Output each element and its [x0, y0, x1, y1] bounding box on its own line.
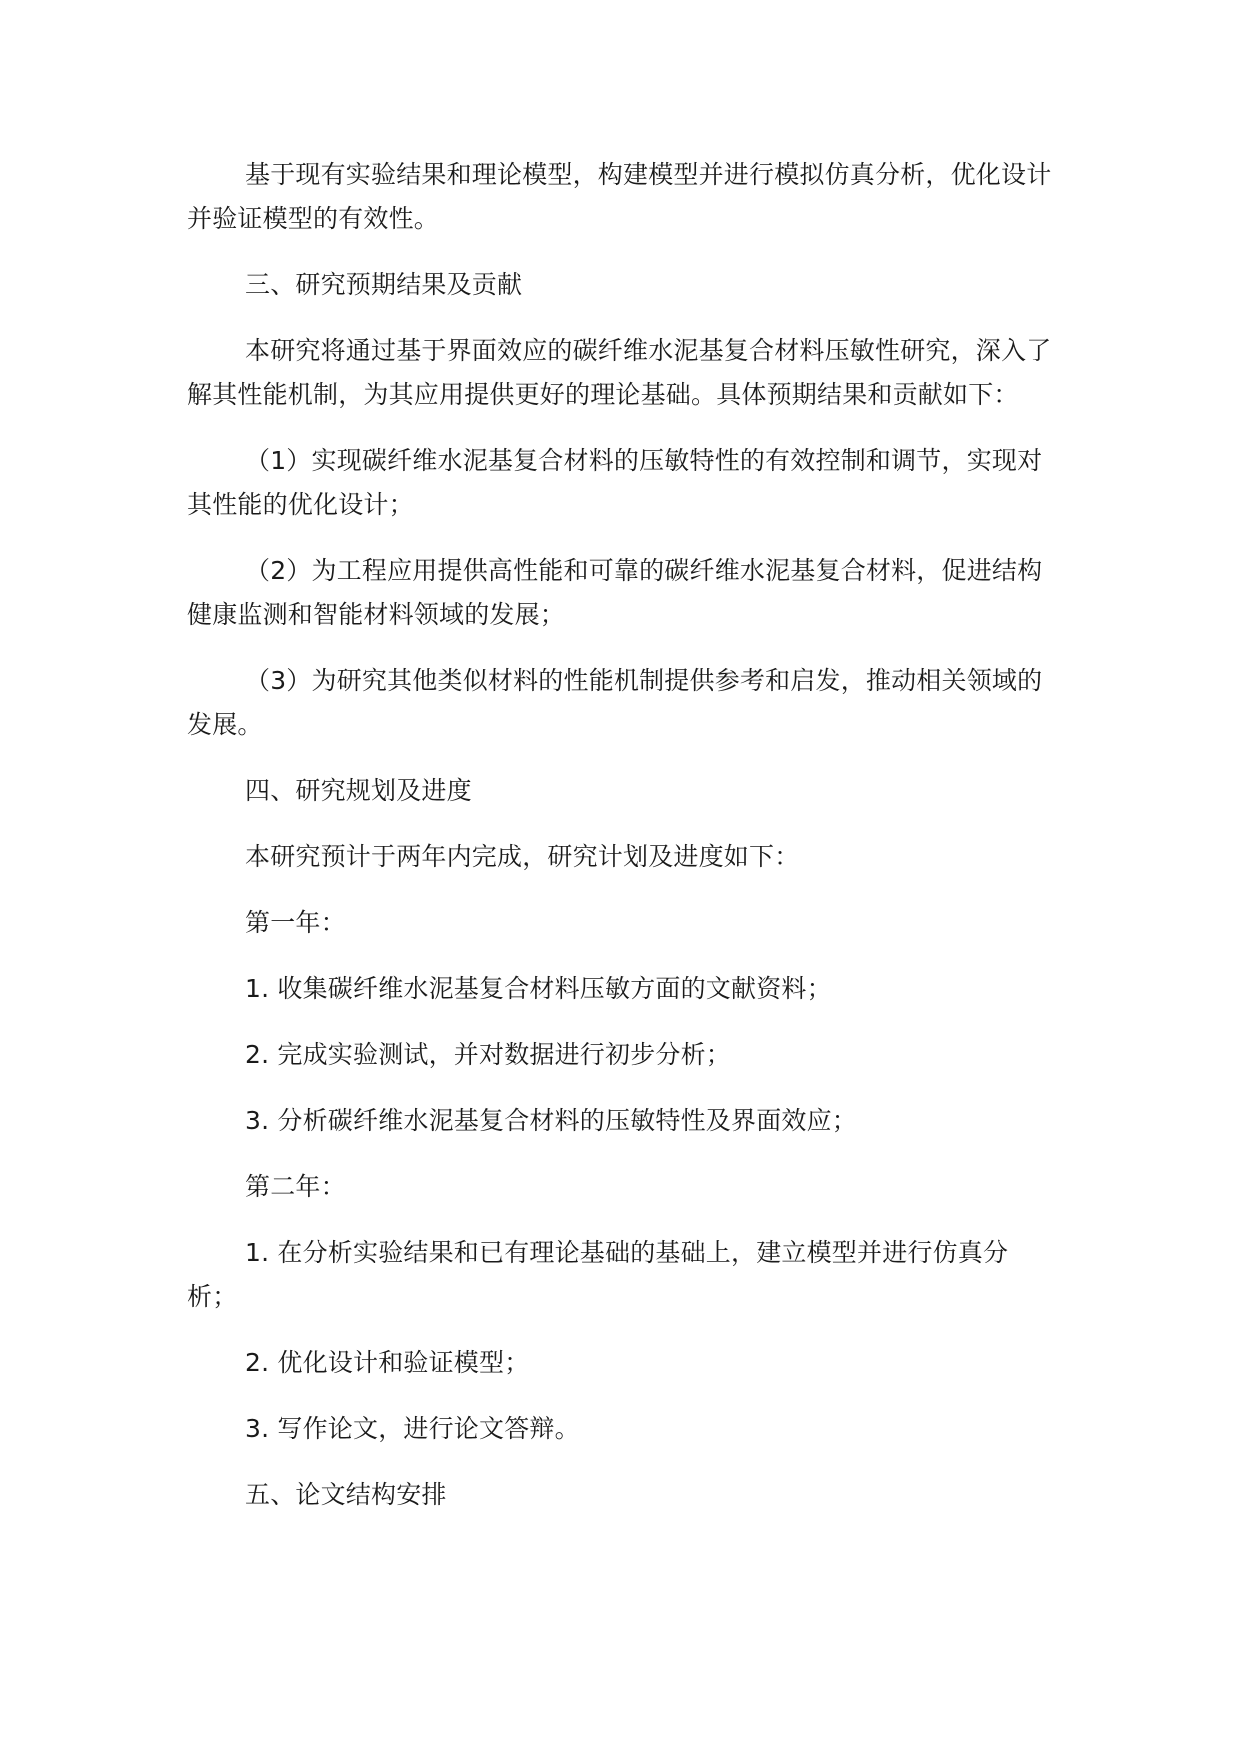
plan-year-one-item-1: 1. 收集碳纤维水泥基复合材料压敏方面的文献资料； — [245, 974, 832, 1003]
list-item-expected-3: （3）为研究其他类似材料的性能机制提供参考和启发，推动相关领域的发展。 — [187, 666, 1043, 739]
plan-year-two-label: 第二年： — [245, 1172, 346, 1201]
section-heading-expected-results: 三、研究预期结果及贡献 — [245, 270, 523, 299]
list-item-expected-2: （2）为工程应用提供高性能和可靠的碳纤维水泥基复合材料，促进结构健康监测和智能材料领域的发展； — [187, 556, 1043, 629]
plan-year-two-item-3: 3. 写作论文，进行论文答辩。 — [245, 1414, 580, 1443]
section-heading-thesis-structure: 五、论文结构安排 — [245, 1480, 447, 1509]
paragraph-expected-results-intro: 本研究将通过基于界面效应的碳纤维水泥基复合材料压敏性研究，深入了解其性能机制，为其应用提供更好的理论基础。具体预期结果和贡献如下： — [187, 336, 1052, 409]
paragraph-model-simulation: 基于现有实验结果和理论模型，构建模型并进行模拟仿真分析，优化设计并验证模型的有效性。 — [187, 160, 1052, 233]
plan-year-two-item-1: 1. 在分析实验结果和已有理论基础的基础上，建立模型并进行仿真分析； — [187, 1238, 1009, 1311]
plan-year-one-item-2: 2. 完成实验测试，并对数据进行初步分析； — [245, 1040, 732, 1069]
section-heading-research-plan: 四、研究规划及进度 — [245, 776, 472, 805]
paragraph-plan-intro: 本研究预计于两年内完成，研究计划及进度如下： — [245, 842, 800, 871]
plan-year-two-item-2: 2. 优化设计和验证模型； — [245, 1348, 530, 1377]
document-body — [187, 153, 1057, 1539]
list-item-expected-1: （1）实现碳纤维水泥基复合材料的压敏特性的有效控制和调节，实现对其性能的优化设计； — [187, 446, 1043, 519]
plan-year-one-label: 第一年： — [245, 908, 346, 937]
plan-year-one-item-3: 3. 分析碳纤维水泥基复合材料的压敏特性及界面效应； — [245, 1106, 858, 1135]
